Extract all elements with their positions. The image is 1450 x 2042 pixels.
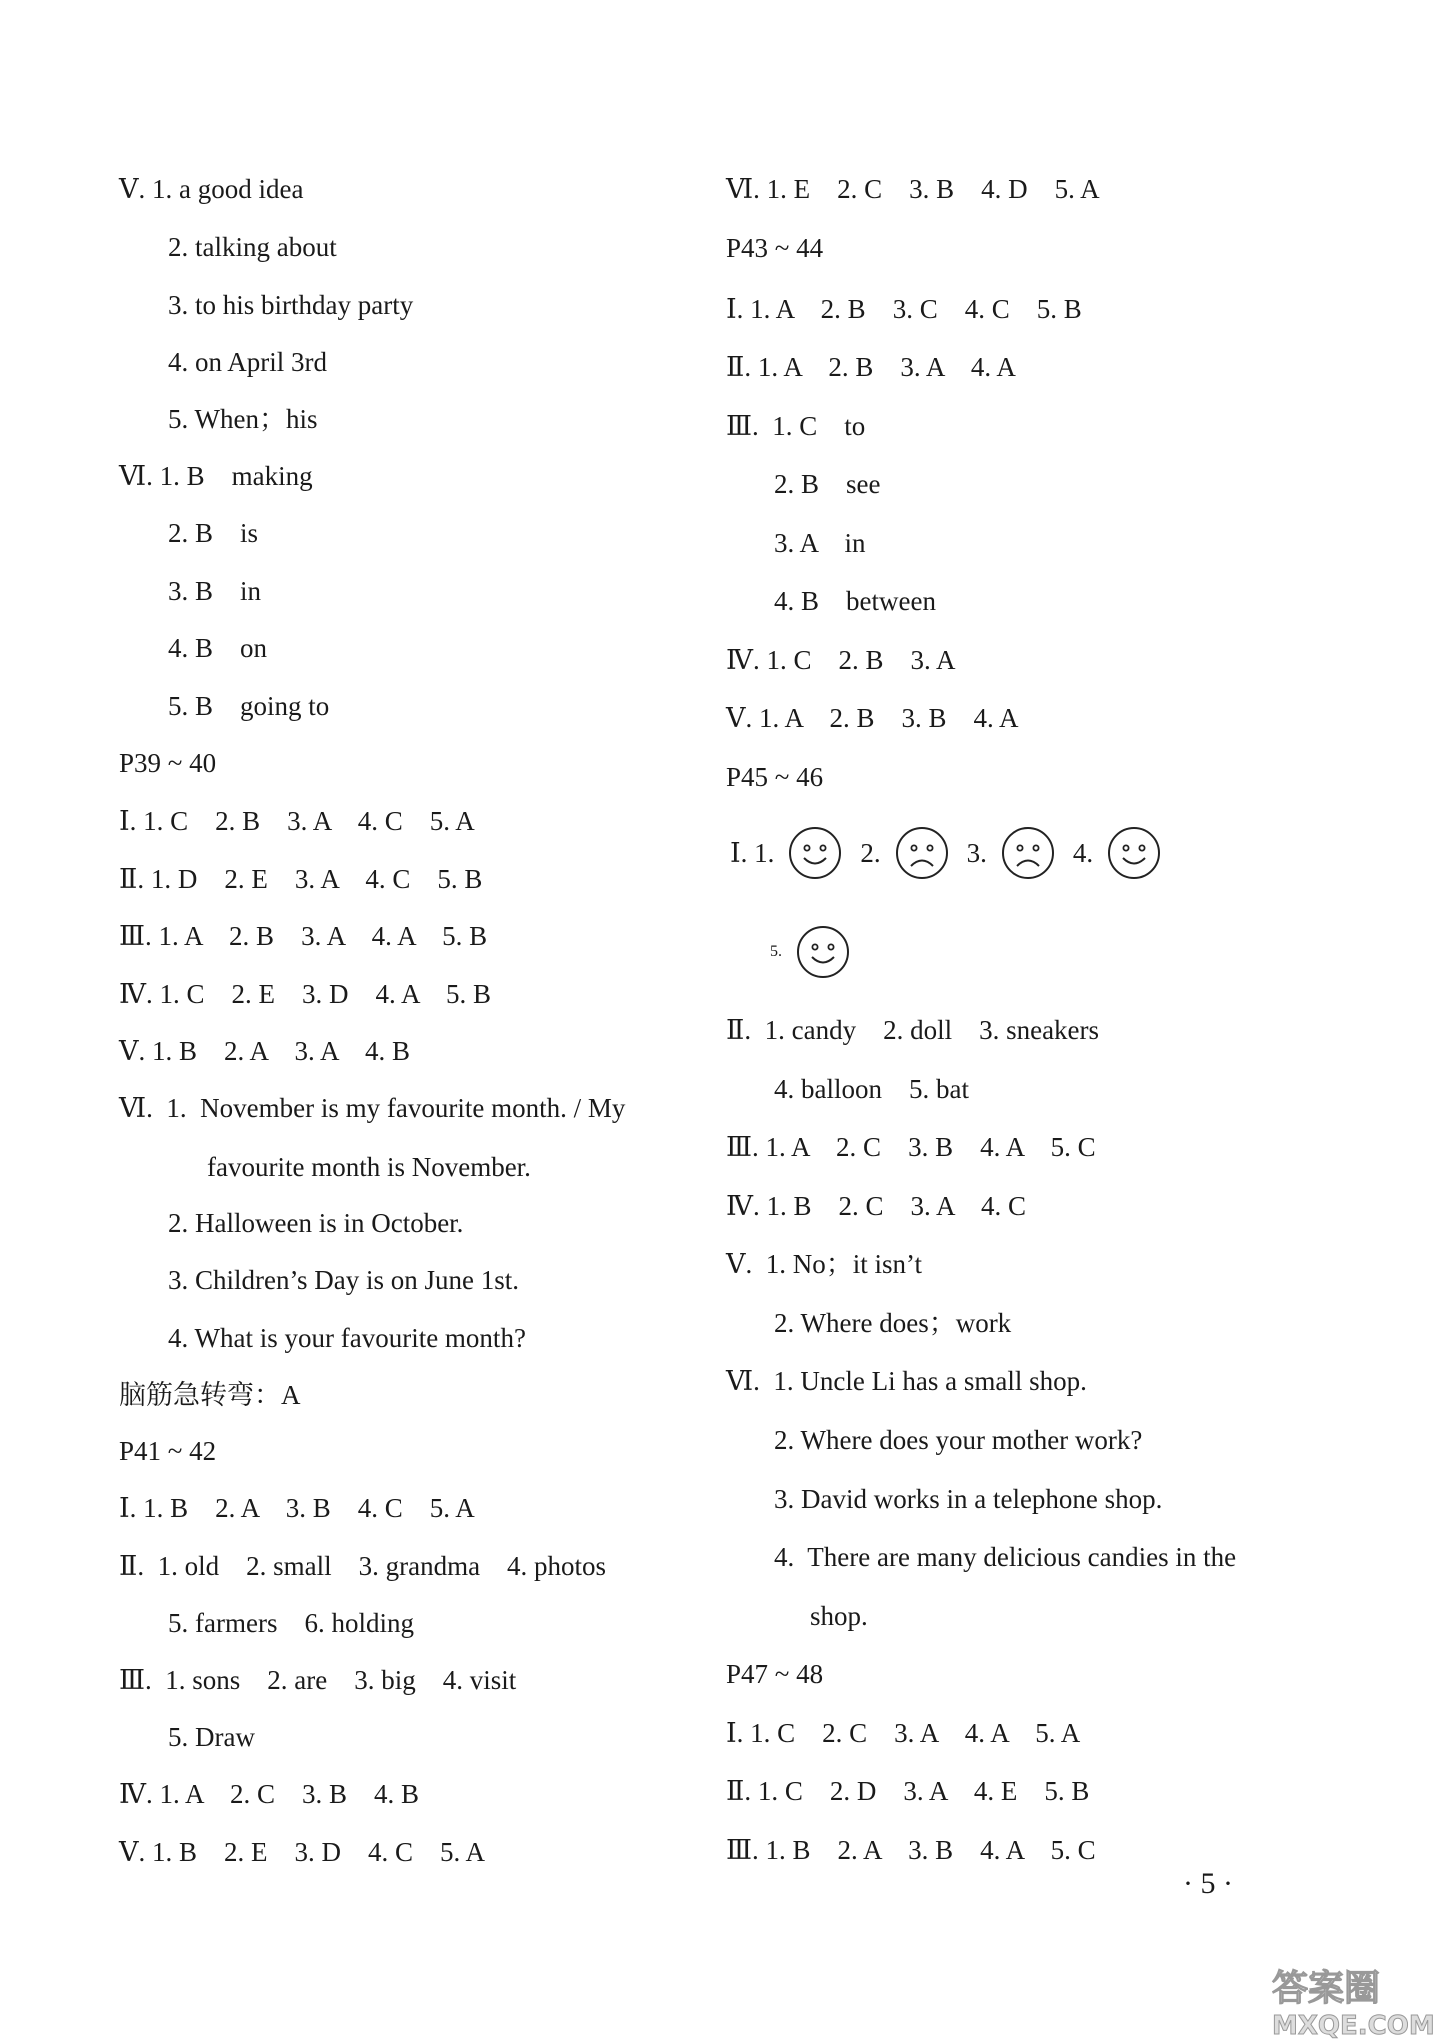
right-column-line: Ⅲ. 1. B 2. A 3. B 4. A 5. C xyxy=(726,1835,1096,1865)
left-column-line: Ⅴ. 1. B 2. E 3. D 4. C 5. A xyxy=(119,1837,486,1867)
left-column-line: 5. Draw xyxy=(168,1722,255,1752)
faces-label-3: 3. xyxy=(966,837,987,868)
left-column-line: Ⅰ. 1. C 2. B 3. A 4. C 5. A xyxy=(119,806,475,836)
left-column-line: Ⅴ. 1. B 2. A 3. A 4. B xyxy=(119,1036,411,1066)
right-column-line: P45 ~ 46 xyxy=(726,762,824,792)
faces-label-4: 4. xyxy=(1072,837,1094,868)
left-column-line: 4. B on xyxy=(168,633,268,663)
right-column-line: P47 ~ 48 xyxy=(726,1659,824,1689)
left-column-line: P41 ~ 42 xyxy=(119,1436,217,1466)
left-column-line: Ⅰ. 1. B 2. A 3. B 4. C 5. A xyxy=(119,1493,475,1523)
right-column-line: Ⅱ. 1. candy 2. doll 3. sneakers xyxy=(726,1015,1100,1045)
page-number: · 5 · xyxy=(1183,1867,1233,1900)
left-column-line: Ⅱ. 1. old 2. small 3. grandma 4. photos xyxy=(119,1551,607,1581)
right-column-line: 3. David works in a telephone shop. xyxy=(774,1484,1163,1514)
right-column-line: 2. Where does；work xyxy=(774,1308,1012,1338)
right-column-line: Ⅵ. 1. E 2. C 3. B 4. D 5. A xyxy=(726,174,1100,204)
happy-face-icon xyxy=(788,826,842,880)
watermark-logo xyxy=(1268,1960,1446,2040)
right-column-line: Ⅳ. 1. B 2. C 3. A 4. C xyxy=(726,1191,1027,1221)
left-column-line: 脑筋急转弯：A xyxy=(119,1380,301,1410)
right-column-line: Ⅱ. 1. A 2. B 3. A 4. A xyxy=(726,352,1016,382)
right-column-line: P43 ~ 44 xyxy=(726,233,824,263)
right-column-line: shop. xyxy=(810,1601,868,1631)
left-column-line: 3. B in xyxy=(168,576,262,606)
left-column-line: 3. to his birthday party xyxy=(168,290,414,320)
left-column-line: Ⅱ. 1. D 2. E 3. A 4. C 5. B xyxy=(119,864,483,894)
right-column-line: Ⅴ. 1. A 2. B 3. B 4. A xyxy=(726,703,1019,733)
right-column-line: Ⅱ. 1. C 2. D 3. A 4. E 5. B xyxy=(726,1776,1090,1806)
left-column-line: P39 ~ 40 xyxy=(119,748,217,778)
left-column-line: Ⅳ. 1. A 2. C 3. B 4. B xyxy=(119,1779,420,1809)
right-column-line: 4. B between xyxy=(774,586,936,616)
right-column-line: 3. A in xyxy=(774,528,866,558)
right-column-line: Ⅵ. 1. Uncle Li has a small shop. xyxy=(726,1366,1087,1396)
left-column-line: 2. talking about xyxy=(168,232,337,262)
left-column-line: Ⅵ. 1. November is my favourite month. / My xyxy=(119,1093,626,1123)
right-column-line: Ⅲ. 1. C to xyxy=(726,411,866,441)
left-column-line: Ⅴ. 1. a good idea xyxy=(119,174,304,204)
left-column-line: Ⅵ. 1. B making xyxy=(119,461,313,491)
faces-prefix: Ⅰ. 1. xyxy=(730,837,775,868)
faces-question-row-5 xyxy=(770,925,868,979)
left-column-line: Ⅲ. 1. A 2. B 3. A 4. A 5. B xyxy=(119,921,488,951)
faces-label-2: 2. xyxy=(860,837,881,868)
left-column-line: 2. Halloween is in October. xyxy=(168,1208,464,1238)
left-column-line: 4. What is your favourite month? xyxy=(168,1323,526,1353)
left-column-line: favourite month is November. xyxy=(207,1152,531,1182)
right-column-line: Ⅲ. 1. A 2. C 3. B 4. A 5. C xyxy=(726,1132,1096,1162)
left-column-line: 4. on April 3rd xyxy=(168,347,327,377)
right-column-line: 4. balloon 5. bat xyxy=(774,1074,969,1104)
faces-label-5: 5. xyxy=(770,943,782,960)
svg-text:MXQE.COM: MXQE.COM xyxy=(1272,2011,1435,2040)
left-column-line: 5. B going to xyxy=(168,691,330,721)
svg-text:答案圈: 答案圈 xyxy=(1272,1968,1381,2009)
right-column-line: 4. There are many delicious candies in the xyxy=(774,1542,1237,1572)
left-column-line: 3. Children’s Day is on June 1st. xyxy=(168,1265,519,1295)
left-column-line: 5. When；his xyxy=(168,404,318,434)
left-column-line: Ⅲ. 1. sons 2. are 3. big 4. visit xyxy=(119,1665,517,1695)
left-column-line: 2. B is xyxy=(168,518,259,548)
right-column-line: Ⅴ. 1. No；it isn’t xyxy=(726,1249,923,1279)
happy-face-icon xyxy=(796,925,850,979)
right-column-line: Ⅰ. 1. A 2. B 3. C 4. C 5. B xyxy=(726,294,1082,324)
left-column-line: Ⅳ. 1. C 2. E 3. D 4. A 5. B xyxy=(119,979,492,1009)
sad-face-icon xyxy=(895,826,949,880)
happy-face-icon xyxy=(1107,826,1161,880)
right-column-line: Ⅳ. 1. C 2. B 3. A xyxy=(726,645,956,675)
right-column-line: Ⅰ. 1. C 2. C 3. A 4. A 5. A xyxy=(726,1718,1081,1748)
left-column-line: 5. farmers 6. holding xyxy=(168,1608,414,1638)
faces-question-row xyxy=(730,826,1179,880)
sad-face-icon xyxy=(1001,826,1055,880)
right-column-line: 2. B see xyxy=(774,469,881,499)
right-column-line: 2. Where does your mother work? xyxy=(774,1425,1143,1455)
